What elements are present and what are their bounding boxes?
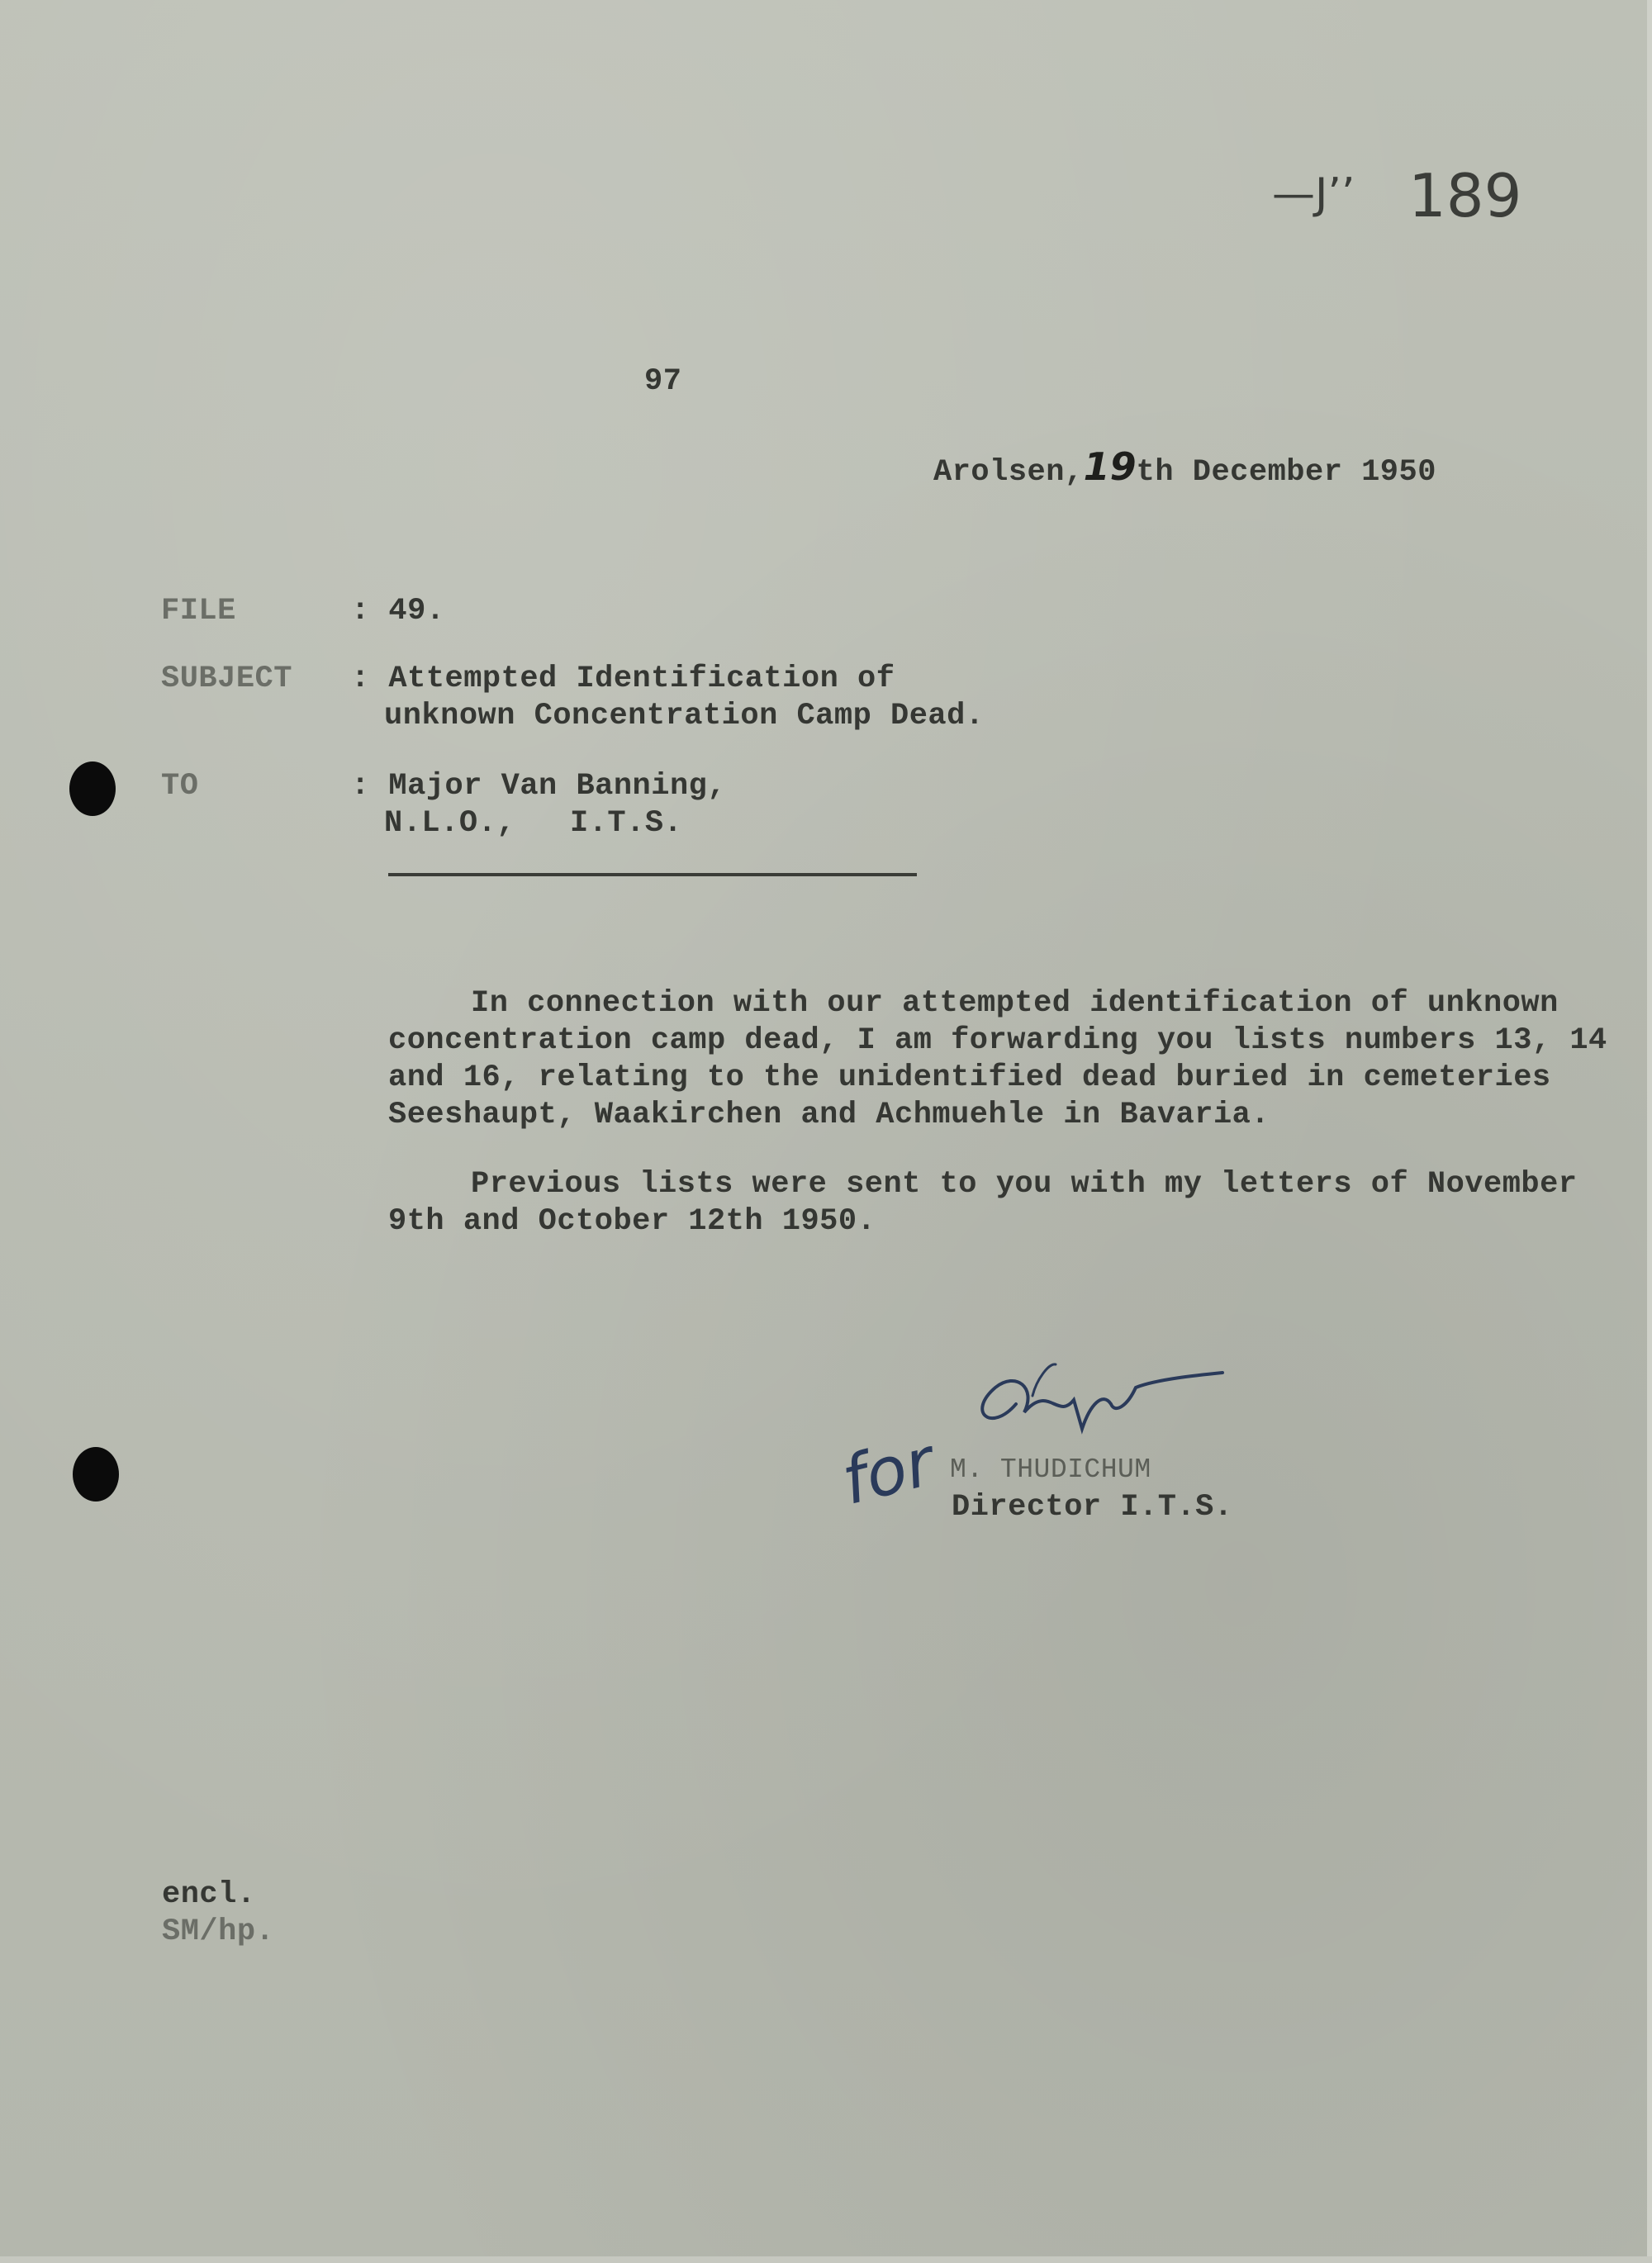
reference-initials: SM/hp. [162,1914,275,1949]
hole-punch-top [69,761,116,816]
to-line-1: : Major Van Banning, [351,769,727,804]
file-value: : 49. [351,594,445,629]
to-line-2-nlo: N.L.O., [384,806,515,841]
to-label: TO [161,769,199,804]
page-number: 97 [644,364,682,399]
handwritten-signature-icon [958,1354,1239,1454]
archive-stamp-prefix: —J’’ [1272,169,1355,219]
body-paragraph-1-line-1: In connection with our attempted identification of unknown [471,986,1559,1021]
body-paragraph-1-line-3: and 16, relating to the unidentified dead buried in cemeteries [388,1060,1551,1095]
subject-label: SUBJECT [161,662,292,696]
signatory-name: M. THUDICHUM [950,1454,1151,1485]
archive-stamp-number: 189 [1408,161,1522,230]
signatory-title: Director I.T.S. [952,1490,1233,1525]
header-divider [388,873,917,876]
body-paragraph-2-line-1: Previous lists were sent to you with my letters of November [471,1167,1578,1202]
body-paragraph-1-line-2: concentration camp dead, I am forwarding you lists numbers 13, 14 [388,1023,1607,1058]
body-paragraph-1-line-4: Seeshaupt, Waakirchen and Achmuehle in Bavaria. [388,1098,1270,1132]
subject-line-1: : Attempted Identification of [351,662,895,696]
dateline [933,444,1436,491]
dateline-month-year: th December 1950 [1136,455,1436,490]
signature-for-mark: for [834,1423,942,1520]
dateline-day-handwritten: 19 [1083,444,1137,489]
paper-edge-right [1647,0,1652,2263]
subject-line-2: unknown Concentration Camp Dead. [384,699,985,733]
paper-edge-bottom [0,2256,1652,2263]
to-line-2-its: I.T.S. [570,806,683,841]
body-paragraph-2-line-2: 9th and October 12th 1950. [388,1204,876,1239]
dateline-place: Arolsen, [933,455,1084,490]
file-label: FILE [161,594,236,629]
hole-punch-bottom [73,1447,119,1502]
enclosure-note: encl. [162,1877,256,1912]
